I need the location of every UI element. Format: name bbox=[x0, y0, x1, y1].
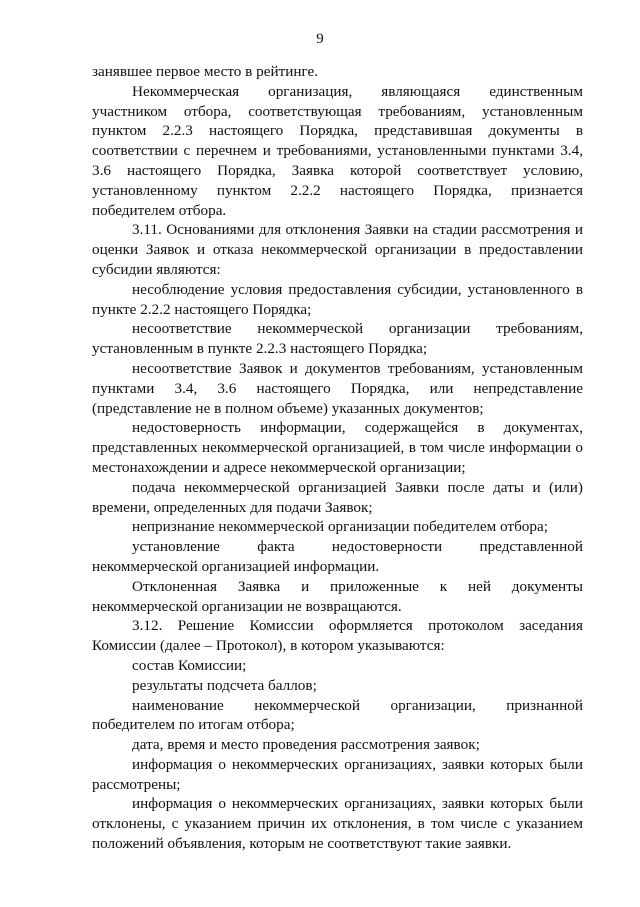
list-item: подача некоммерческой организацией Заявки после даты и (или) времени, определенных для подачи Заявок; bbox=[92, 478, 583, 516]
list-item: несоблюдение условия предоставления субсидии, установленного в пункте 2.2.2 настоящего Порядка; bbox=[92, 280, 583, 318]
list-item: несоответствие Заявок и документов требованиям, установленным пунктами 3.4, 3.6 настоящего Порядка, или непредставление (представление не в полном объеме) указанных документов; bbox=[92, 359, 583, 417]
list-item: наименование некоммерческой организации, признанной победителем по итогам отбора; bbox=[92, 696, 583, 734]
list-item: непризнание некоммерческой организации победителем отбора; bbox=[132, 518, 548, 536]
list-item: результаты подсчета баллов; bbox=[132, 676, 317, 694]
document-body bbox=[92, 62, 583, 854]
paragraph-sole-participant: Некоммерческая организация, являющаяся единственным участником отбора, соответствующая требованиям, установленным пунктом 2.2.3 настоящего Порядка, представившая документы в соответствии с перечнем и требованиями, установленными пунктами 3.4, 3.6 настоящего Порядка, Заявка которой соответствует условию, установленному пунктом 2.2.2 настоящего Порядка, признается победителем отбора. bbox=[92, 82, 583, 219]
page-number: 9 bbox=[316, 31, 324, 47]
list-item: информация о некоммерческих организациях, заявки которых были отклонены, с указанием причин их отклонения, в том числе с указанием положений объявления, которым не соответствуют такие заявки. bbox=[92, 795, 583, 853]
paragraph-rejected-docs: Отклоненная Заявка и приложенные к ней документы некоммерческой организации не возвращаются. bbox=[92, 577, 583, 615]
list-item: состав Комиссии; bbox=[132, 656, 247, 674]
paragraph-3-11: 3.11. Основаниями для отклонения Заявки на стадии рассмотрения и оценки Заявок и отказа некоммерческой организации в предоставлении субсидии являются: bbox=[92, 221, 583, 278]
list-item: информация о некоммерческих организациях, заявки которых были рассмотрены; bbox=[92, 755, 583, 793]
list-item: установление факта недостоверности представленной некоммерческой организацией информации. bbox=[92, 538, 583, 575]
list-item: недостоверность информации, содержащейся в документах, представленных некоммерческой организацией, в том числе информации о местонахождении и адресе некоммерческой организации; bbox=[92, 419, 583, 476]
paragraph-continuation: занявшее первое место в рейтинге. bbox=[92, 63, 319, 80]
list-item: несоответствие некоммерческой организации требованиям, установленным в пункте 2.2.3 настоящего Порядка; bbox=[92, 320, 583, 358]
list-item: дата, время и место проведения рассмотрения заявок; bbox=[132, 736, 480, 754]
paragraph-3-12: 3.12. Решение Комиссии оформляется протоколом заседания Комиссии (далее – Протокол), в котором указываются: bbox=[92, 617, 583, 655]
